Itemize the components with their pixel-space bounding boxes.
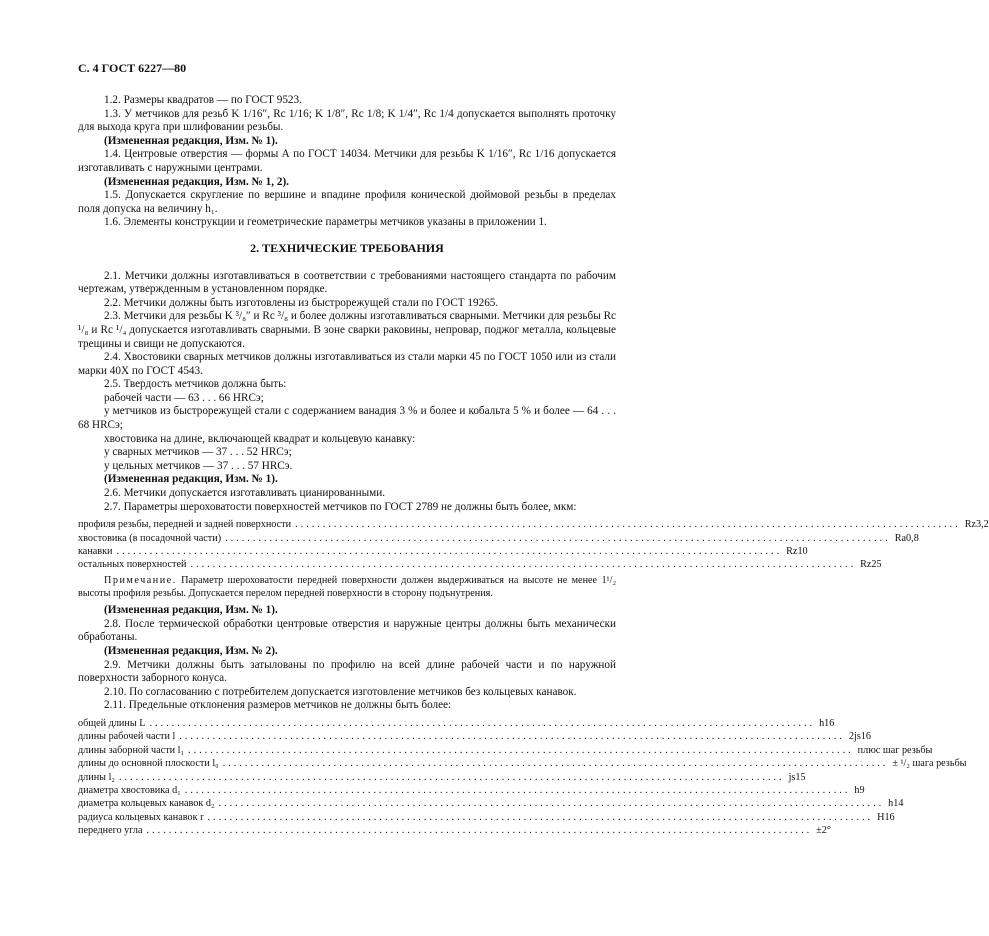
deviation-row-label: длины рабочей части l [78,731,176,743]
deviation-row-value: плюс шаг резьбы [857,744,933,756]
dot-leader: ........................................................................................................................ [116,546,783,558]
clause-2-8: 2.8. После термической обработки центровые отверстия и наружные центры должны быть механически обработаны. [78,617,616,644]
deviation-row-label: длины l₂ [78,771,115,783]
clause-2-7: 2.7. Параметры шероховатости поверхностей метчиков по ГОСТ 2789 не должны быть более, мкм: [104,500,577,513]
dot-leader: ........................................................................................................................ [149,718,816,729]
roughness-row-label: канавки [78,546,113,558]
deviation-row-value: ± ¹/₂ шага резьбы [892,758,967,770]
roughness-row-value: Rz10 [786,546,808,558]
dot-leader: ........................................................................................................................ [207,811,874,823]
dot-leader: ........................................................................................................................ [179,731,845,743]
note-label: Примечание. [104,574,177,586]
deviation-row-value: h14 [888,798,904,810]
deviation-row [78,811,895,824]
clause-2-10: 2.10. По согласованию с потребителем допускается изготовление метчиков без кольцевых канавок. [104,685,577,698]
dot-leader: ........................................................................................................................ [184,785,851,797]
deviation-row [78,797,904,810]
deviation-row-label: общей длины L [78,718,146,729]
deviation-row-value: h16 [819,718,835,729]
dot-leader: ........................................................................................................................ [190,559,857,571]
deviation-row [78,744,933,757]
page-header: С. 4 ГОСТ 6227—80 [78,61,187,75]
deviation-row-label: длины до основной плоскости l₀ [78,758,219,770]
clause-2-1: 2.1. Метчики должны изготавливаться в соответствии с требованиями настоящего стандарта по рабочим чертежам, утвержденным в установленном порядке. [78,269,616,296]
section-title: 2. ТЕХНИЧЕСКИЕ ТРЕБОВАНИЯ [250,240,444,255]
clause-1-6: 1.6. Элементы конструкции и геометрические параметры метчиков указаны в приложении 1. [104,216,547,229]
dot-leader: ........................................................................................................................ [188,744,854,756]
hardness-shank: хвостовика на длине, включающей квадрат и кольцевую канавку: [104,432,416,445]
amendment-note: (Измененная редакция, Изм. № 1). [104,473,278,486]
note [78,574,616,600]
deviation-row-label: диаметра кольцевых канавок d₂ [78,798,215,810]
roughness-row-value: Rz3,2 [964,519,989,531]
clause-2-5: 2.5. Твердость метчиков должна быть: [104,378,287,391]
dot-leader: ........................................................................................................................ [295,519,961,531]
dot-leader: ........................................................................................................................ [222,758,889,770]
clause-1-5: 1.5. Допускается скругление по вершине и впадине профиля конической дюймовой резьбы в пределах поля допуска на величину h₁. [78,189,616,215]
deviation-list [78,717,967,838]
deviation-row-value: H16 [877,811,895,823]
clause-2-3: 2.3. Метчики для резьбы K ³/₈″ и Rc ³/₈ и более должны изготавливаться сварными. Метчики для резьбы Rc ¹/₈ и Rc ¹/₄ допускается изготавливать сварными. В зоне сварки раковины, непровар, поджог металла, кольцевые трещины и свищи не допускаются. [78,310,616,350]
clause-2-4: 2.4. Хвостовики сварных метчиков должны изготавливаться из стали марки 45 по ГОСТ 1050 или из стали марки 40Х по ГОСТ 4543. [78,351,616,377]
deviation-row [78,717,835,730]
dot-leader: ........................................................................................................................ [118,771,785,783]
deviation-row [78,824,831,837]
deviation-row-label: радиуса кольцевых канавок r [78,811,204,823]
clause-2-2: 2.2. Метчики должны быть изготовлены из быстрорежущей стали по ГОСТ 19265. [104,296,499,309]
roughness-row-label: профиля резьбы, передней и задней поверхности [78,519,292,531]
deviation-row-label: длины заборной части l₁ [78,744,185,756]
deviation-row [78,771,806,784]
amendment-note: (Измененная редакция, Изм. № 1). [104,134,278,147]
document-body [78,94,989,838]
roughness-row [78,532,919,545]
roughness-row-value: Rz25 [860,559,882,571]
roughness-row [78,558,882,571]
dot-leader: ........................................................................................................................ [218,798,885,810]
hardness-hss: у метчиков из быстрорежущей стали с содержанием ванадия 3 % и более и кобальта 5 % и более — 64 . . . 68 HRCэ; [78,405,616,432]
clause-2-6: 2.6. Метчики допускается изготавливать цианированными. [104,487,386,500]
deviation-row-value: ±2° [816,825,831,837]
deviation-row-label: диаметра хвостовика d₁ [78,785,181,797]
deviation-row-value: js15 [788,771,806,783]
amendment-note: (Измененная редакция, Изм. № 1). [104,604,278,617]
dot-leader: ........................................................................................................................ [146,825,813,837]
clause-1-2: 1.2. Размеры квадратов — по ГОСТ 9523. [104,94,302,106]
deviation-row [78,730,871,743]
clause-2-11: 2.11. Предельные отклонения размеров метчиков не должны быть более: [104,699,452,712]
roughness-row [78,518,989,531]
roughness-row [78,545,808,558]
hardness-working-part: рабочей части — 63 . . . 66 HRCэ; [104,391,264,404]
amendment-note: (Измененная редакция, Изм. № 1, 2). [104,175,289,188]
roughness-row-label: остальных поверхностей [78,559,187,571]
deviation-row-value: h9 [854,785,865,797]
deviation-row [78,757,967,770]
deviation-row-value: 2js16 [848,731,871,743]
deviation-row-label: переднего угла [78,825,143,837]
deviation-row [78,784,865,797]
hardness-solid: у цельных метчиков — 37 . . . 57 HRCэ. [104,459,293,472]
amendment-note: (Измененная редакция, Изм. № 2). [104,645,278,658]
roughness-row-value: Ra0,8 [894,532,919,544]
clause-1-4: 1.4. Центровые отверстия — формы А по ГОСТ 14034. Метчики для резьбы K 1/16″, Rc 1/16 допускается изготавливать с наружными центрами. [78,148,616,174]
hardness-welded: у сварных метчиков — 37 . . . 52 HRCэ; [104,446,292,459]
note-text: Параметр шероховатости передней поверхности должен выдерживаться на высоте не менее 1¹/₂ высоты профиля резьбы. Допускается перелом передней поверхности в сторону подънутрения. [78,574,616,600]
dot-leader: ........................................................................................................................ [225,532,891,544]
clause-1-3: 1.3. У метчиков для резьб K 1/16″, Rc 1/16; K 1/8″, Rc 1/8; K 1/4″, Rc 1/4 допускается выполнять проточку для выхода круга при шлифовании резьбы. [78,107,616,134]
roughness-row-label: хвостовика (в посадочной части) [78,532,222,544]
clause-2-9: 2.9. Метчики должны быть затылованы по профилю на всей длине рабочей части и по наружной поверхности заборного конуса. [78,658,616,685]
roughness-list [78,518,989,572]
